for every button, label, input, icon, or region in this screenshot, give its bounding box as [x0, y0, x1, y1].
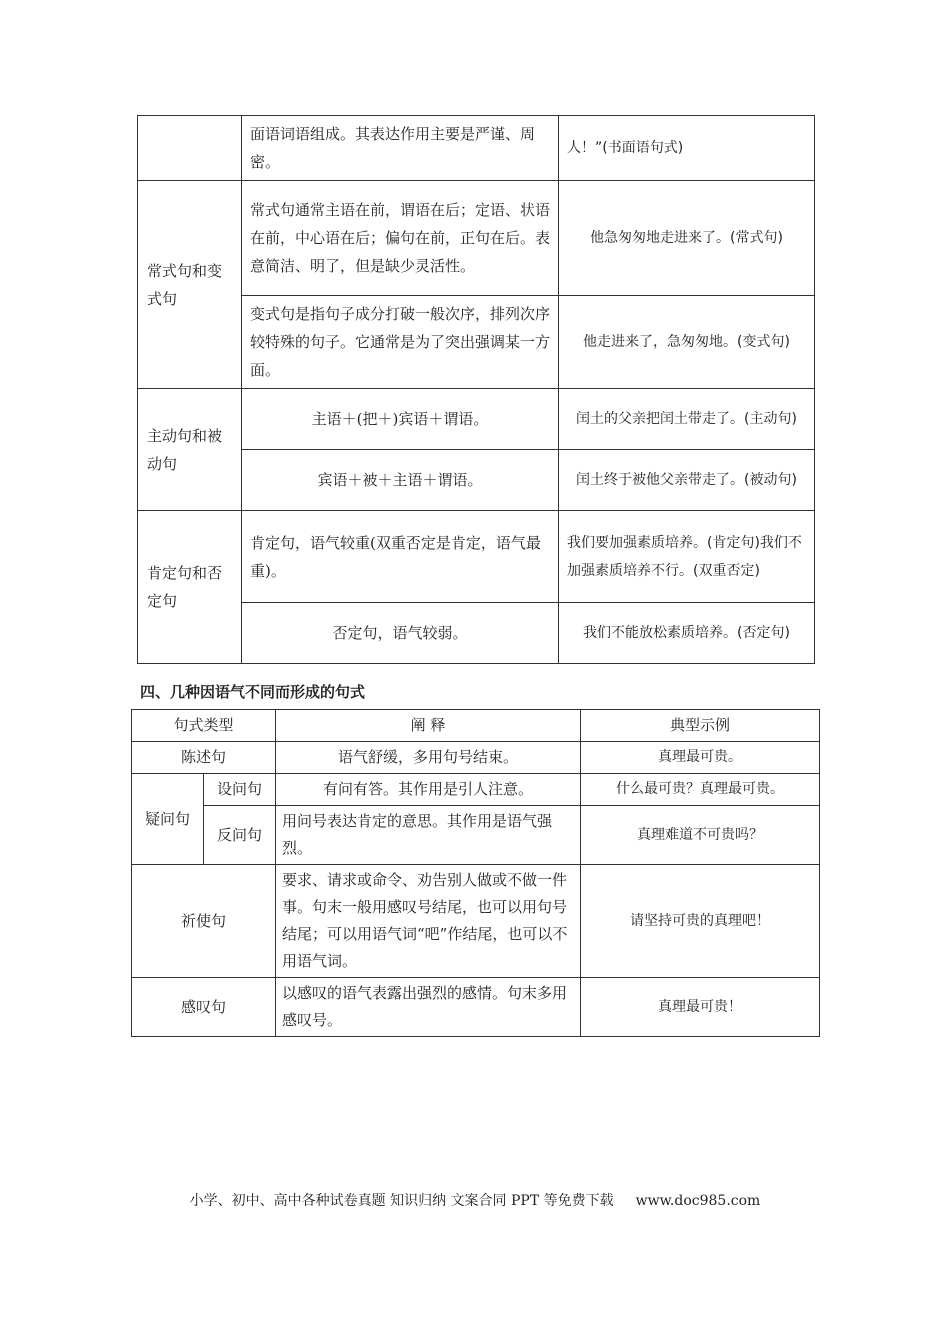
footer-url[interactable]: www.doc985.com [635, 1193, 761, 1209]
example-cell: 人！”(书面语句式) [559, 116, 815, 181]
table-row [132, 774, 820, 806]
category-cell [138, 116, 242, 181]
subtype-cell: 反问句 [204, 806, 276, 865]
type-cell: 感叹句 [132, 978, 276, 1037]
type-cell: 祈使句 [132, 865, 276, 978]
description-cell: 语气舒缓，多用句号结束。 [276, 742, 581, 774]
example-cell: 我们要加强素质培养。(肯定句)我们不加强素质培养不行。(双重否定) [559, 511, 815, 603]
example-cell: 真理难道不可贵吗？ [581, 806, 820, 865]
description-cell: 主语＋(把＋)宾语＋谓语。 [242, 389, 559, 450]
table-header-row [132, 710, 820, 742]
example-cell: 真理最可贵。 [581, 742, 820, 774]
example-cell: 他走进来了，急匆匆地。(变式句) [559, 296, 815, 389]
example-cell: 我们不能放松素质培养。(否定句) [559, 603, 815, 664]
section-heading: 四、几种因语气不同而形成的句式 [140, 683, 366, 701]
table-row [138, 181, 815, 296]
category-cell: 常式句和变式句 [138, 181, 242, 389]
header-example: 典型示例 [581, 710, 820, 742]
example-cell: 他急匆匆地走进来了。(常式句) [559, 181, 815, 296]
example-cell: 闰土终于被他父亲带走了。(被动句) [559, 450, 815, 511]
description-cell: 宾语＋被＋主语＋谓语。 [242, 450, 559, 511]
page-footer [0, 1190, 950, 1210]
table-row [132, 742, 820, 774]
description-cell: 要求、请求或命令、劝告别人做或不做一件事。句末一般用感叹号结尾，也可以用句号结尾；可以用语气词“吧”作结尾，也可以不用语气词。 [276, 865, 581, 978]
description-cell: 变式句是指句子成分打破一般次序，排列次序较特殊的句子。它通常是为了突出强调某一方面。 [242, 296, 559, 389]
description-cell: 常式句通常主语在前，谓语在后；定语、状语在前，中心语在后；偏句在前，正句在后。表意简洁、明了，但是缺少灵活性。 [242, 181, 559, 296]
subtype-cell: 设问句 [204, 774, 276, 806]
mood-sentence-table [131, 709, 820, 1037]
category-cell: 主动句和被动句 [138, 389, 242, 511]
description-cell: 面语词语组成。其表达作用主要是严谨、周密。 [242, 116, 559, 181]
table-row [132, 806, 820, 865]
table-row [138, 389, 815, 450]
description-cell: 否定句，语气较弱。 [242, 603, 559, 664]
table-row [132, 865, 820, 978]
type-cell: 陈述句 [132, 742, 276, 774]
table-row [138, 511, 815, 603]
example-cell: 真理最可贵！ [581, 978, 820, 1037]
description-cell: 肯定句，语气较重(双重否定是肯定，语气最重)。 [242, 511, 559, 603]
description-cell: 以感叹的语气表露出强烈的感情。句末多用感叹号。 [276, 978, 581, 1037]
type-cell: 疑问句 [132, 774, 204, 865]
category-cell: 肯定句和否定句 [138, 511, 242, 664]
example-cell: 什么最可贵？真理最可贵。 [581, 774, 820, 806]
header-explanation: 阐 释 [276, 710, 581, 742]
footer-text: 小学、初中、高中各种试卷真题 知识归纳 文案合同 PPT 等免费下载 [189, 1193, 614, 1209]
sentence-types-table-1 [137, 115, 815, 664]
header-type: 句式类型 [132, 710, 276, 742]
example-cell: 请坚持可贵的真理吧！ [581, 865, 820, 978]
description-cell: 用问号表达肯定的意思。其作用是语气强烈。 [276, 806, 581, 865]
table-row [132, 978, 820, 1037]
table-row [138, 116, 815, 181]
description-cell: 有问有答。其作用是引人注意。 [276, 774, 581, 806]
example-cell: 闰土的父亲把闰土带走了。(主动句) [559, 389, 815, 450]
